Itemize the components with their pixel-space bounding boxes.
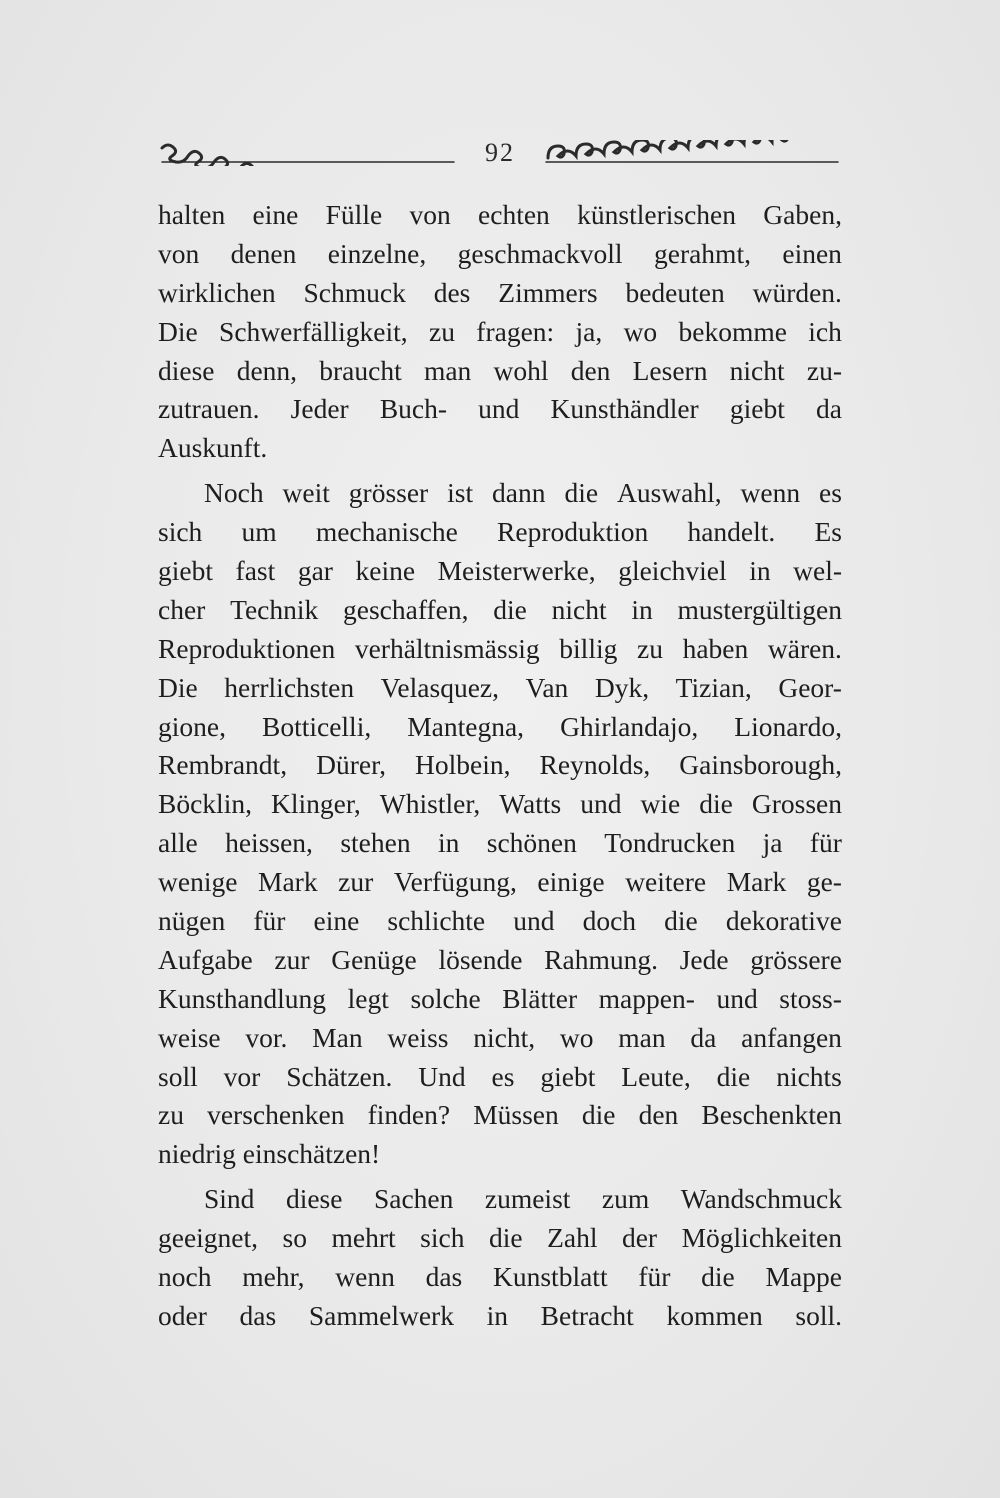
text-line: geeignet, so mehrt sich die Zahl der Möglichkeiten: [158, 1222, 842, 1254]
text-line: sich um mechanische Reproduktion handelt. Es: [158, 516, 842, 548]
text-line: niedrig einschätzen!: [158, 1138, 381, 1170]
text-line: nügen für eine schlichte und doch die dekorative: [158, 905, 842, 937]
text-line: giebt fast gar keine Meisterwerke, gleichviel in wel-: [158, 555, 842, 587]
text-line: diese denn, braucht man wohl den Lesern nicht zu-: [158, 354, 842, 386]
text-line: wirklichen Schmuck des Zimmers bedeuten würden.: [158, 276, 842, 308]
body-text: [158, 196, 842, 1336]
text-line: Sind diese Sachen zumeist zum Wandschmuck: [204, 1183, 842, 1215]
text-line: Reproduktionen verhältnismässig billig zu haben wären.: [158, 632, 842, 664]
text-line: alle heissen, stehen in schönen Tondrucken ja für: [158, 827, 842, 859]
text-line: oder das Sammelwerk in Betracht kommen soll.: [158, 1299, 842, 1331]
text-line: gione, Botticelli, Mantegna, Ghirlandajo, Lionardo,: [158, 710, 842, 742]
text-line: Noch weit grösser ist dann die Auswahl, wenn es: [204, 477, 842, 509]
paragraph-3: [158, 1180, 842, 1336]
text-line: zutrauen. Jeder Buch- und Kunsthändler giebt da: [158, 393, 842, 425]
text-line: Kunsthandlung legt solche Blätter mappen- und stoss-: [158, 982, 842, 1014]
page-number: 92: [485, 138, 515, 167]
text-line: noch mehr, wenn das Kunstblatt für die Mappe: [158, 1261, 842, 1293]
text-line: soll vor Schätzen. Und es giebt Leute, die nichts: [158, 1060, 842, 1092]
text-line: Aufgabe zur Genüge lösende Rahmung. Jede grössere: [158, 943, 842, 975]
text-line: weise vor. Man weiss nicht, wo man da anfangen: [158, 1021, 842, 1053]
text-line: von denen einzelne, geschmackvoll gerahmt, einen: [158, 237, 842, 269]
paragraph-2: [158, 474, 842, 1174]
text-line: Rembrandt, Dürer, Holbein, Reynolds, Gainsborough,: [158, 749, 842, 781]
text-line: halten eine Fülle von echten künstlerischen Gaben,: [158, 199, 842, 230]
text-line: Auskunft.: [158, 432, 268, 464]
scroll-ornament-icon: [542, 140, 842, 166]
text-line: Böcklin, Klinger, Whistler, Watts und wie die Grossen: [158, 788, 842, 820]
text-line: Die herrlichsten Velasquez, Van Dyk, Tizian, Geor-: [158, 671, 842, 703]
text-line: wenige Mark zur Verfügung, einige weitere Mark ge-: [158, 866, 842, 898]
running-header: [158, 133, 842, 173]
text-line: Die Schwerfälligkeit, zu fragen: ja, wo bekomme ich: [158, 315, 842, 347]
paragraph-1: [158, 196, 842, 468]
text-line: cher Technik geschaffen, die nicht in mustergültigen: [158, 593, 842, 625]
wave-ornament-icon: [158, 140, 458, 166]
text-line: zu verschenken finden? Müssen die den Beschenkten: [158, 1099, 842, 1131]
